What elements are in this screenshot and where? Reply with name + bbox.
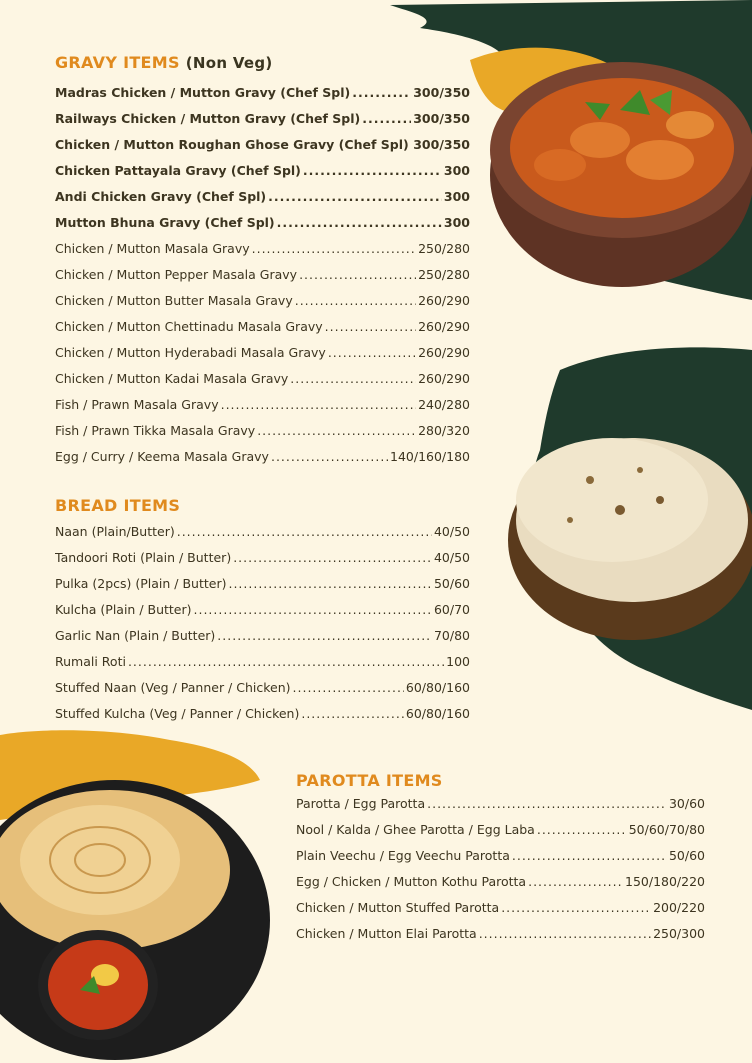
item-name: Fish / Prawn Masala Gravy: [55, 397, 219, 412]
item-price: 140/160/180: [390, 449, 470, 464]
item-price: 30/60: [668, 796, 705, 811]
prawn-curry-bowl-image: [490, 62, 752, 287]
item-price: 240/280: [418, 397, 470, 412]
menu-item: [296, 822, 705, 848]
menu-item: [55, 215, 470, 241]
bread-section: [55, 496, 470, 732]
bread-list: [55, 524, 470, 732]
item-name: Egg / Curry / Keema Masala Gravy: [55, 449, 269, 464]
gravy-section: [55, 53, 470, 475]
item-price: 50/60: [668, 848, 705, 863]
menu-item: [55, 628, 470, 654]
menu-item: [55, 267, 470, 293]
item-price: 300: [443, 215, 470, 230]
item-price: 60/70: [433, 602, 470, 617]
parotta-list: [296, 796, 705, 952]
item-price: 300: [443, 163, 470, 178]
item-name: Chicken / Mutton Roughan Ghose Gravy (Chef Spl): [55, 137, 409, 152]
gravy-list: [55, 85, 470, 475]
item-name: Chicken / Mutton Masala Gravy: [55, 241, 250, 256]
item-price: 260/290: [418, 345, 470, 360]
item-name: Chicken / Mutton Butter Masala Gravy: [55, 293, 293, 308]
item-price: 50/60/70/80: [628, 822, 705, 837]
parotta-section: [296, 771, 705, 952]
bread-heading: BREAD ITEMS: [55, 496, 181, 515]
menu-item: [55, 449, 470, 475]
menu-item: [55, 397, 470, 423]
item-price: 100: [446, 654, 470, 669]
item-name: Naan (Plain/Butter): [55, 524, 175, 539]
item-name: Chicken / Mutton Stuffed Parotta: [296, 900, 500, 915]
item-price: 300: [443, 189, 470, 204]
menu-item: [296, 926, 705, 952]
item-name: Parotta / Egg Parotta: [296, 796, 426, 811]
item-price: 280/320: [418, 423, 470, 438]
menu-item: [55, 680, 470, 706]
item-name: Nool / Kalda / Ghee Parotta / Egg Laba: [296, 822, 535, 837]
menu-item: [296, 796, 705, 822]
menu-item: [55, 576, 470, 602]
item-price: 60/80/160: [405, 680, 470, 695]
menu-item: [55, 293, 470, 319]
item-name: Rumali Roti: [55, 654, 126, 669]
item-price: 260/290: [418, 319, 470, 334]
item-name: Chicken Pattayala Gravy (Chef Spl): [55, 163, 301, 178]
menu-item: [296, 900, 705, 926]
menu-item: [55, 550, 470, 576]
item-name: Fish / Prawn Tikka Masala Gravy: [55, 423, 256, 438]
item-name: Tandoori Roti (Plain / Butter): [55, 550, 232, 565]
item-price: 50/60: [433, 576, 470, 591]
item-price: 300/350: [413, 85, 470, 100]
item-name: Plain Veechu / Egg Veechu Parotta: [296, 848, 510, 863]
item-price: 250/280: [418, 241, 470, 256]
item-price: 60/80/160: [405, 706, 470, 721]
item-price: 250/280: [418, 267, 470, 282]
item-name: Kulcha (Plain / Butter): [55, 602, 192, 617]
menu-item: [55, 137, 470, 163]
menu-item: [55, 319, 470, 345]
gravy-heading: [55, 53, 470, 72]
item-price: 260/290: [418, 293, 470, 308]
item-name: Chicken / Mutton Hyderabadi Masala Gravy: [55, 345, 326, 360]
item-name: Stuffed Naan (Veg / Panner / Chicken): [55, 680, 291, 695]
item-price: 70/80: [433, 628, 470, 643]
item-name: Chicken / Mutton Elai Parotta: [296, 926, 477, 941]
item-name: Madras Chicken / Mutton Gravy (Chef Spl): [55, 85, 351, 100]
menu-item: [296, 848, 705, 874]
menu-item: [55, 423, 470, 449]
item-name: Mutton Bhuna Gravy (Chef Spl): [55, 215, 275, 230]
menu-item: [55, 111, 470, 137]
roti-basket-image: [508, 438, 752, 640]
item-name: Chicken / Mutton Chettinadu Masala Gravy: [55, 319, 323, 334]
item-price: 250/300: [653, 926, 705, 941]
item-name: Garlic Nan (Plain / Butter): [55, 628, 216, 643]
menu-item: [296, 874, 705, 900]
menu-item: [55, 189, 470, 215]
parotta-heading: PAROTTA ITEMS: [296, 771, 443, 790]
item-name: Railways Chicken / Mutton Gravy (Chef Spl): [55, 111, 361, 126]
gravy-subtitle: (Non Veg): [185, 54, 273, 72]
menu-item: [55, 706, 470, 732]
item-price: 40/50: [433, 524, 470, 539]
menu-item: [55, 602, 470, 628]
menu-item: [55, 241, 470, 267]
item-price: 300/350: [413, 137, 470, 152]
item-price: 150/180/220: [625, 874, 705, 889]
menu-item: [55, 524, 470, 550]
item-price: 300/350: [413, 111, 470, 126]
item-name: Stuffed Kulcha (Veg / Panner / Chicken): [55, 706, 300, 721]
item-price: 40/50: [433, 550, 470, 565]
item-price: 200/220: [653, 900, 705, 915]
item-name: Chicken / Mutton Pepper Masala Gravy: [55, 267, 298, 282]
menu-item: [55, 654, 470, 680]
menu-item: [55, 163, 470, 189]
item-name: Pulka (2pcs) (Plain / Butter): [55, 576, 227, 591]
menu-item: [55, 345, 470, 371]
menu-item: [55, 371, 470, 397]
menu-item: [55, 85, 470, 111]
item-name: Chicken / Mutton Kadai Masala Gravy: [55, 371, 289, 386]
gravy-title: GRAVY ITEMS: [55, 53, 180, 72]
item-name: Andi Chicken Gravy (Chef Spl): [55, 189, 267, 204]
item-name: Egg / Chicken / Mutton Kothu Parotta: [296, 874, 527, 889]
item-price: 260/290: [418, 371, 470, 386]
parotta-egg-curry-image: [0, 780, 270, 1060]
